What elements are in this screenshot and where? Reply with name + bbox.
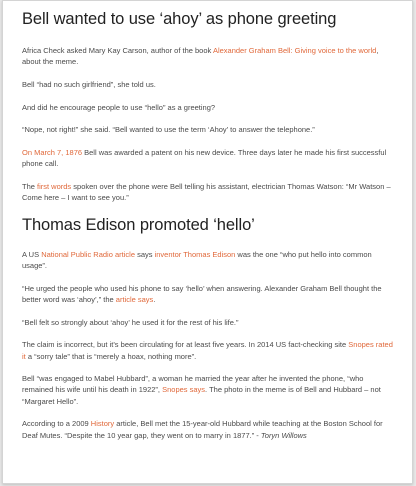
text: was the one “who put hello into common usage”. [22,249,372,271]
article-card [2,0,413,484]
text: Bell was awarded a patent on his new device. Three days later he made his first successful phone call. [22,148,387,169]
paragraph: Bell “had no such girlfriend”, she told us. [22,79,156,89]
paragraph [22,339,396,361]
first-words-link[interactable]: first words [37,181,72,191]
paragraph [22,181,396,203]
text: According to a 2009 [22,419,91,429]
paragraph [22,418,396,440]
patent-date-link[interactable]: On March 7, 1876 [22,148,83,158]
snopes-says-link[interactable]: Snopes says [162,385,206,395]
npr-article-link[interactable]: National Public Radio article [41,249,135,259]
history-link[interactable]: History [90,419,115,429]
text: “He urged the people who used his phone to say ‘hello’ when answering. Alexander Graham Bell thought the better word was ‘ahoy’,” the [22,283,382,304]
text: The [22,181,38,191]
text: . [153,294,156,304]
paragraph [22,373,396,407]
text: A US [22,249,42,259]
paragraph: “Bell felt so strongly about ‘ahoy’ he used it for the rest of his life.” [22,317,239,327]
text: Africa Check asked Mary Kay Carson, author of the book [22,46,213,55]
section-heading-ahoy: Bell wanted to use ‘ahoy’ as phone greeting [22,10,337,28]
paragraph: “Nope, not right!” she said. “Bell wanted to use the term ‘Ahoy’ to answer the telephone.” [22,125,315,135]
text: Bell “was engaged to Mabel Hubbard”, a woman he married the year after he invented the phone, “who remained his wife until his death in 1922”, [22,374,364,395]
text: The claim is incorrect, but it’s been circulating for at least five years. In 2014 US fact-checking site [22,340,349,350]
paragraph [22,147,396,169]
text: says [135,249,155,259]
text: a “sorry tale” that is “merely a hoax, nothing more”. [25,351,197,361]
book-link[interactable]: Alexander Graham Bell: Giving voice to the world [212,46,377,55]
paragraph [22,283,396,305]
edison-link[interactable]: inventor Thomas Edison [154,249,236,259]
paragraph [22,45,396,67]
text: . The photo in the meme is of Bell and Hubbard – not “Margaret Hello”. [22,385,381,406]
paragraph: And did he encourage people to use “hello” as a greeting? [22,102,216,112]
article-says-link[interactable]: article says [115,294,154,304]
text: spoken over the phone were Bell telling his assistant, electrician Thomas Watson: “Mr Watson – Come here – I want to see you.” [22,181,391,203]
snopes-rated-link[interactable]: Snopes rated it [22,340,393,361]
text: article, Bell met the 15-year-old Hubbard while teaching at the Boston School for Deaf Mutes. “Despite the 10 year gap, they went on to marry in 1877.” - [22,419,383,440]
section-heading-hello: Thomas Edison promoted ‘hello’ [22,215,255,234]
byline: Toryn Willows [260,430,307,440]
paragraph [22,249,396,271]
text: , about the meme. [22,46,379,67]
